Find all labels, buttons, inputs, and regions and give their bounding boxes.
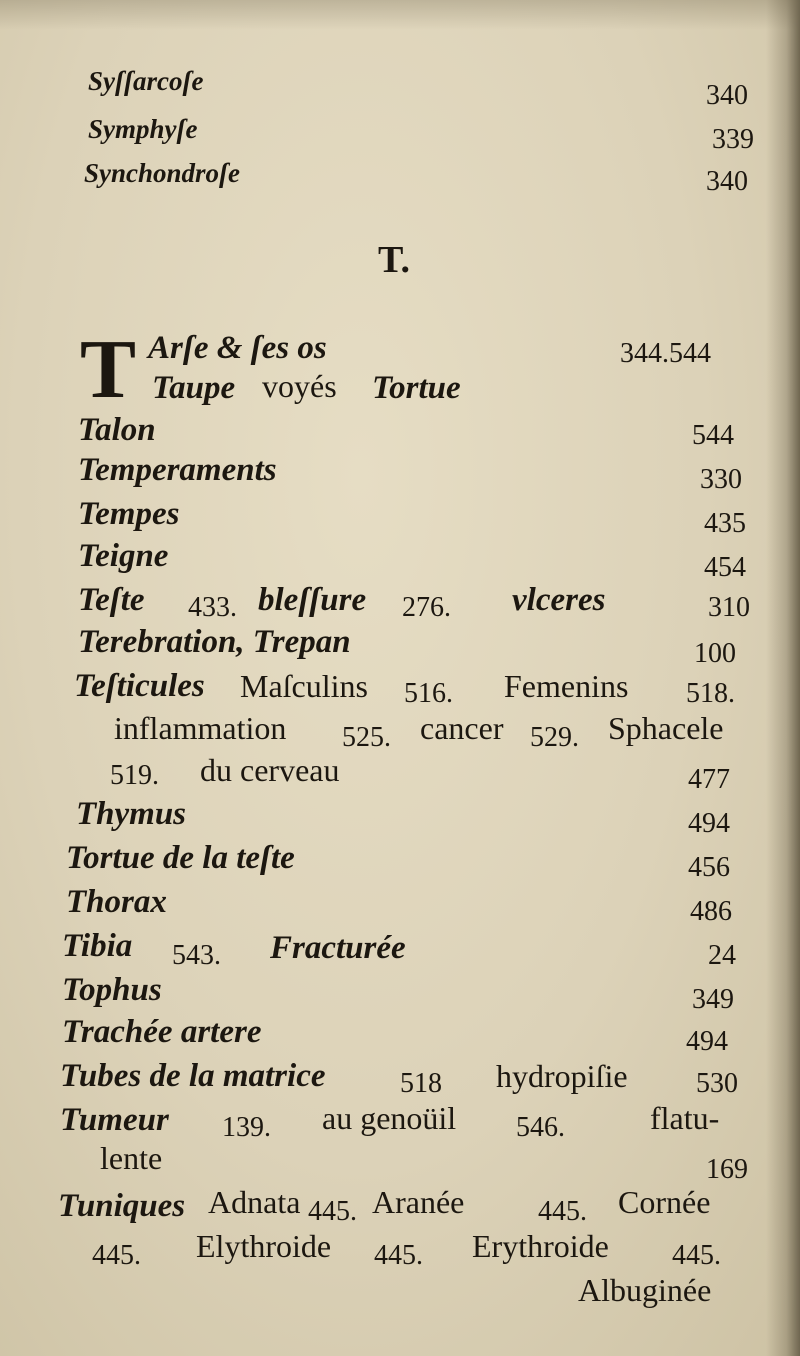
- page-number: 344.544: [620, 338, 711, 369]
- index-term: Trachée artere: [62, 1014, 262, 1050]
- index-term: Teſticules: [74, 668, 205, 704]
- index-term: Temperaments: [78, 452, 277, 488]
- index-term: Symphyſe: [88, 114, 198, 144]
- page-number: 169: [706, 1154, 748, 1185]
- index-term: Tumeur: [60, 1102, 169, 1138]
- page-number: 445.: [308, 1196, 357, 1227]
- index-term: Tortue de la teſte: [66, 840, 295, 876]
- page-number: 310: [708, 592, 750, 623]
- page-number: 24: [708, 940, 736, 971]
- page-number: 276.: [402, 592, 451, 623]
- page-number: 100: [694, 638, 736, 669]
- index-text: Cornée: [618, 1184, 711, 1220]
- page-number: 139.: [222, 1112, 271, 1143]
- index-term: Fracturée: [270, 930, 406, 966]
- index-text: inflammation: [114, 710, 287, 746]
- index-term: Tuniques: [58, 1188, 186, 1224]
- index-text: Albuginée: [578, 1272, 712, 1308]
- page-number: 330: [700, 464, 742, 495]
- page-number: 445.: [374, 1240, 423, 1271]
- page-number: 445.: [92, 1240, 141, 1271]
- index-term: Teſte: [78, 582, 145, 618]
- index-text: flatu-: [650, 1100, 720, 1136]
- page-number: 494: [686, 1026, 728, 1057]
- page-gutter-shadow: [766, 0, 800, 1356]
- index-text: Maſculins: [240, 668, 368, 704]
- page-number: 529.: [530, 722, 579, 753]
- page-number: 530: [696, 1068, 738, 1099]
- index-text: cancer: [420, 710, 504, 746]
- page-number: 543.: [172, 940, 221, 971]
- page-number: 486: [690, 896, 732, 927]
- page-number: 544: [692, 420, 734, 451]
- page-number: 519.: [110, 760, 159, 791]
- index-term: Terebration, Trepan: [78, 624, 351, 660]
- index-term: Tophus: [62, 972, 162, 1008]
- index-text: lente: [100, 1140, 163, 1176]
- page-number: 518.: [686, 678, 735, 709]
- index-text: hydropiſie: [496, 1058, 628, 1094]
- index-term: Synchondroſe: [84, 158, 241, 188]
- page-number: 445.: [538, 1196, 587, 1227]
- index-term: Taupe: [152, 370, 236, 406]
- page-number: 518: [400, 1068, 442, 1099]
- index-text: voyés: [262, 368, 337, 404]
- index-term: vlceres: [512, 582, 606, 618]
- index-text: Adnata: [208, 1184, 301, 1220]
- page-number: 546.: [516, 1112, 565, 1143]
- drop-capital: T: [80, 323, 137, 416]
- page-number: 340: [706, 80, 748, 111]
- page-number: 433.: [188, 592, 237, 623]
- page-number: 339: [712, 124, 754, 155]
- page-number: 516.: [404, 678, 453, 709]
- section-heading: T.: [378, 239, 411, 281]
- index-text: Elythroide: [196, 1228, 332, 1264]
- page-number: 445.: [672, 1240, 721, 1271]
- index-term: Thorax: [66, 884, 167, 920]
- index-term: Tibia: [62, 928, 133, 964]
- page-number: 525.: [342, 722, 391, 753]
- index-text: au genoüil: [322, 1100, 457, 1136]
- index-term: Arſe & ſes os: [148, 330, 327, 366]
- index-term: Tempes: [78, 496, 180, 532]
- index-text: Sphacele: [608, 710, 724, 746]
- page-number: 494: [688, 808, 730, 839]
- page-number: 454: [704, 552, 746, 583]
- index-term: Talon: [78, 412, 156, 448]
- index-term: Tortue: [372, 370, 461, 406]
- index-text: Erythroide: [472, 1228, 609, 1264]
- page-number: 477: [688, 764, 730, 795]
- index-text: Aranée: [372, 1184, 465, 1220]
- page-number: 349: [692, 984, 734, 1015]
- page-top-shadow: [0, 0, 800, 30]
- index-term: Tubes de la matrice: [60, 1058, 326, 1094]
- index-term: Syſſarcoſe: [88, 66, 204, 96]
- index-text: Femenins: [504, 668, 629, 704]
- page-number: 456: [688, 852, 730, 883]
- page-number: 340: [706, 166, 748, 197]
- page-number: 435: [704, 508, 746, 539]
- index-term: Thymus: [76, 796, 187, 832]
- index-term: Teigne: [78, 538, 169, 574]
- index-text: du cerveau: [200, 752, 340, 788]
- index-term: bleſſure: [258, 582, 367, 618]
